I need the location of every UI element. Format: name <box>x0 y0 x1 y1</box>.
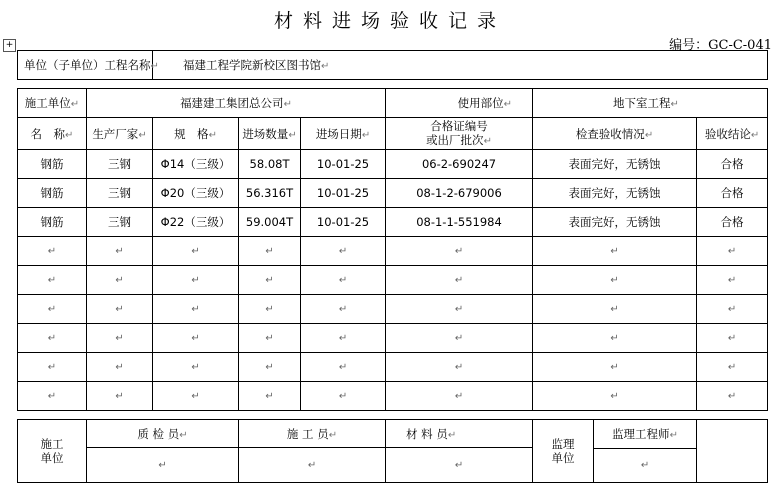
cell-cert[interactable]: 08-1-2-679006 <box>386 179 533 208</box>
sign-inspector-label: 质 检 员↵ <box>87 420 239 448</box>
empty-cell[interactable]: ↵ <box>87 382 153 411</box>
empty-cell[interactable]: ↵ <box>301 237 386 266</box>
col-name-header: 名 称↵ <box>18 118 87 150</box>
usage-label: 使用部位↵ <box>386 89 533 118</box>
empty-cell[interactable]: ↵ <box>697 295 768 324</box>
cell-name[interactable]: 钢筋 <box>18 150 87 179</box>
cell-check[interactable]: 表面完好，无锈蚀 <box>533 208 697 237</box>
sign-inspector-field[interactable]: ↵ <box>87 448 239 483</box>
empty-cell[interactable]: ↵ <box>153 295 239 324</box>
empty-cell[interactable]: ↵ <box>386 324 533 353</box>
cell-qty[interactable]: 58.08T <box>239 150 301 179</box>
empty-cell[interactable]: ↵ <box>533 382 697 411</box>
cell-cert[interactable]: 08-1-1-551984 <box>386 208 533 237</box>
empty-cell[interactable]: ↵ <box>239 382 301 411</box>
empty-row <box>18 266 768 295</box>
empty-cell[interactable]: ↵ <box>239 266 301 295</box>
table-row <box>18 208 768 237</box>
empty-cell[interactable]: ↵ <box>87 295 153 324</box>
empty-cell[interactable]: ↵ <box>87 324 153 353</box>
empty-cell[interactable]: ↵ <box>239 295 301 324</box>
form-code: 编号：GC-C-041 <box>669 38 772 53</box>
empty-cell[interactable]: ↵ <box>18 295 87 324</box>
empty-cell[interactable]: ↵ <box>87 266 153 295</box>
sign-constructor-label: 施 工 员↵ <box>239 420 386 448</box>
sign-supervising-engineer-field[interactable]: ↵ <box>640 460 650 471</box>
cell-result[interactable]: 合格 <box>697 150 768 179</box>
empty-cell[interactable]: ↵ <box>301 266 386 295</box>
empty-cell[interactable]: ↵ <box>697 266 768 295</box>
project-name-row <box>18 51 768 80</box>
empty-cell[interactable]: ↵ <box>386 266 533 295</box>
sign-material-label: 材 料 员↵ <box>386 420 533 448</box>
empty-cell[interactable]: ↵ <box>239 353 301 382</box>
cell-spec[interactable]: Φ20（三级） <box>153 179 239 208</box>
empty-cell[interactable]: ↵ <box>386 295 533 324</box>
empty-cell[interactable]: ↵ <box>18 237 87 266</box>
empty-cell[interactable]: ↵ <box>301 382 386 411</box>
cell-qty[interactable]: 56.316T <box>239 179 301 208</box>
empty-cell[interactable]: ↵ <box>153 353 239 382</box>
cell-result[interactable]: 合格 <box>697 179 768 208</box>
cell-spec[interactable]: Φ22（三级） <box>153 208 239 237</box>
cell-date[interactable]: 10-01-25 <box>301 208 386 237</box>
sign-supervising-engineer-label: 监理工程师↵ <box>594 420 696 449</box>
empty-cell[interactable]: ↵ <box>18 324 87 353</box>
empty-row <box>18 324 768 353</box>
col-check-header: 检查验收情况↵ <box>533 118 697 150</box>
empty-cell[interactable]: ↵ <box>153 324 239 353</box>
cell-maker[interactable]: 三钢 <box>87 208 153 237</box>
project-name-label: 单位（子单位）工程名称↵ <box>18 51 153 80</box>
cell-check[interactable]: 表面完好，无锈蚀 <box>533 179 697 208</box>
empty-cell[interactable]: ↵ <box>87 353 153 382</box>
empty-cell[interactable]: ↵ <box>533 295 697 324</box>
empty-row <box>18 382 768 411</box>
construction-unit-value[interactable]: 福建建工集团总公司↵ <box>87 89 386 118</box>
cell-name[interactable]: 钢筋 <box>18 208 87 237</box>
project-name-value[interactable]: 福建工程学院新校区图书馆↵ <box>153 51 768 80</box>
empty-cell[interactable]: ↵ <box>386 382 533 411</box>
sign-material-field[interactable]: ↵ <box>386 448 533 483</box>
col-spec-header: 规 格↵ <box>153 118 239 150</box>
sign-supervision-unit-label: 监理 单位 <box>533 420 594 482</box>
table-row <box>18 150 768 179</box>
empty-cell[interactable]: ↵ <box>18 353 87 382</box>
cell-maker[interactable]: 三钢 <box>87 150 153 179</box>
empty-cell[interactable]: ↵ <box>239 237 301 266</box>
empty-cell[interactable]: ↵ <box>153 382 239 411</box>
col-date-header: 进场日期↵ <box>301 118 386 150</box>
cell-qty[interactable]: 59.004T <box>239 208 301 237</box>
empty-cell[interactable]: ↵ <box>697 382 768 411</box>
col-maker-header: 生产厂家↵ <box>87 118 153 150</box>
empty-cell[interactable]: ↵ <box>153 237 239 266</box>
empty-cell[interactable]: ↵ <box>533 324 697 353</box>
cell-maker[interactable]: 三钢 <box>87 179 153 208</box>
column-header-row <box>18 118 768 150</box>
empty-cell[interactable]: ↵ <box>301 324 386 353</box>
construction-unit-label: 施工单位↵ <box>18 89 87 118</box>
cell-result[interactable]: 合格 <box>697 208 768 237</box>
empty-cell[interactable]: ↵ <box>697 353 768 382</box>
table-row <box>18 179 768 208</box>
empty-cell[interactable]: ↵ <box>533 237 697 266</box>
empty-cell[interactable]: ↵ <box>697 237 768 266</box>
empty-cell[interactable]: ↵ <box>18 266 87 295</box>
cell-date[interactable]: 10-01-25 <box>301 179 386 208</box>
empty-cell[interactable]: ↵ <box>18 382 87 411</box>
col-result-header: 验收结论↵ <box>697 118 768 150</box>
signature-header-row <box>18 420 768 448</box>
construction-unit-row <box>18 89 768 118</box>
empty-row <box>18 295 768 324</box>
empty-cell[interactable]: ↵ <box>153 266 239 295</box>
cell-name[interactable]: 钢筋 <box>18 179 87 208</box>
sign-filler <box>697 420 768 483</box>
empty-cell[interactable]: ↵ <box>697 324 768 353</box>
empty-cell[interactable]: ↵ <box>301 353 386 382</box>
usage-value[interactable]: 地下室工程↵ <box>533 89 768 118</box>
empty-cell[interactable]: ↵ <box>87 237 153 266</box>
empty-cell[interactable]: ↵ <box>533 266 697 295</box>
cell-date[interactable]: 10-01-25 <box>301 150 386 179</box>
empty-row <box>18 237 768 266</box>
empty-cell[interactable]: ↵ <box>239 324 301 353</box>
empty-cell[interactable]: ↵ <box>533 353 697 382</box>
empty-cell[interactable]: ↵ <box>386 237 533 266</box>
cell-spec[interactable]: Φ14（三级） <box>153 150 239 179</box>
sign-constructor-field[interactable]: ↵ <box>239 448 386 483</box>
sign-construction-unit-label: 施工 单位 <box>18 420 87 483</box>
col-cert-header: 合格证编号 或出厂批次↵ <box>386 118 533 150</box>
page-title: 材料进场验收记录 <box>273 10 506 32</box>
table-move-handle-icon[interactable]: + <box>3 39 16 52</box>
material-acceptance-table <box>17 50 768 483</box>
empty-cell[interactable]: ↵ <box>301 295 386 324</box>
sign-supervision-block <box>533 420 697 483</box>
empty-cell[interactable]: ↵ <box>386 353 533 382</box>
empty-row <box>18 353 768 382</box>
cell-cert[interactable]: 06-2-690247 <box>386 150 533 179</box>
col-qty-header: 进场数量↵ <box>239 118 301 150</box>
cell-check[interactable]: 表面完好，无锈蚀 <box>533 150 697 179</box>
